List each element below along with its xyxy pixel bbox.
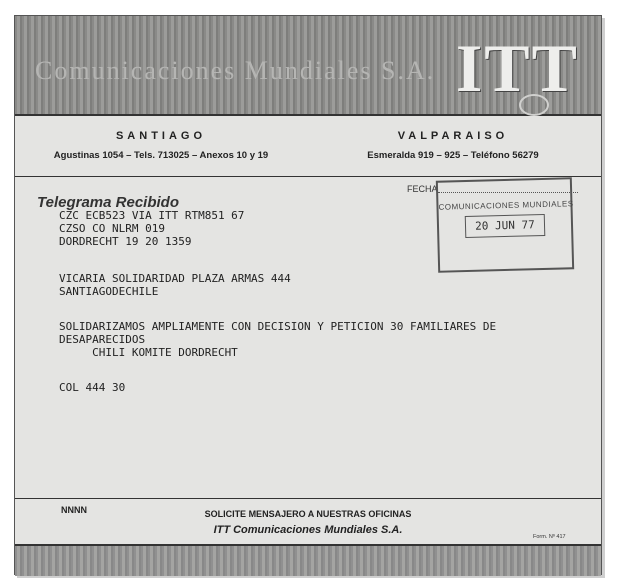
logo-mark-icon: [519, 94, 549, 116]
addressee-line-1: VICARIA SOLIDARIDAD PLAZA ARMAS 444: [59, 272, 291, 285]
routing-line-1: CZC ECB523 VIA ITT RTM851 67: [59, 209, 245, 222]
routing-line-2: CZSO CO NLRM 019: [59, 222, 165, 235]
fecha-label: FECHA: [407, 184, 438, 194]
valparaiso-street: Esmeralda 919 – 925 – Teléfono 56279: [367, 150, 539, 161]
message-signature: CHILI KOMITE DORDRECHT: [59, 346, 238, 359]
routing-line-3: DORDRECHT 19 20 1359: [59, 235, 192, 248]
valparaiso-address: [307, 120, 599, 182]
date-stamp: [436, 177, 574, 273]
footer-band: [15, 544, 601, 576]
col-line: COL 444 30: [59, 381, 126, 394]
footer-company-name: ITT Comunicaciones Mundiales S.A.: [213, 524, 403, 536]
addressee-line-2: SANTIAGODECHILE: [59, 285, 159, 298]
itt-logo: ITT: [455, 30, 579, 106]
valparaiso-city: VALPARAISO: [397, 130, 509, 142]
telegram-form: [14, 15, 602, 575]
message-line-1: SOLIDARIZAMOS AMPLIAMENTE CON DECISION Y PETICION 30 FAMILIARES DE: [59, 320, 497, 333]
santiago-city: SANTIAGO: [115, 130, 207, 142]
stamp-date: 20 JUN 77: [465, 214, 546, 238]
divider-bottom: [15, 498, 601, 499]
santiago-street: Agustinas 1054 – Tels. 713025 – Anexos 10 y 19: [53, 150, 269, 161]
santiago-address: [15, 120, 307, 182]
header-faded-text: Comunicaciones Mundiales S.A.: [35, 56, 436, 85]
footer-messenger-note: SOLICITE MENSAJERO A NUESTRAS OFICINAS: [204, 509, 412, 519]
header-band: [15, 16, 601, 116]
message-line-2: DESAPARECIDOS: [59, 333, 146, 346]
footer-code: NNNN: [61, 505, 87, 515]
stamp-name: COMUNICACIONES MUNDIALES: [438, 199, 574, 212]
divider-top: [15, 176, 601, 177]
form-number: Form. Nº 417: [533, 534, 566, 540]
telegram-title: Telegrama Recibido: [37, 194, 179, 211]
